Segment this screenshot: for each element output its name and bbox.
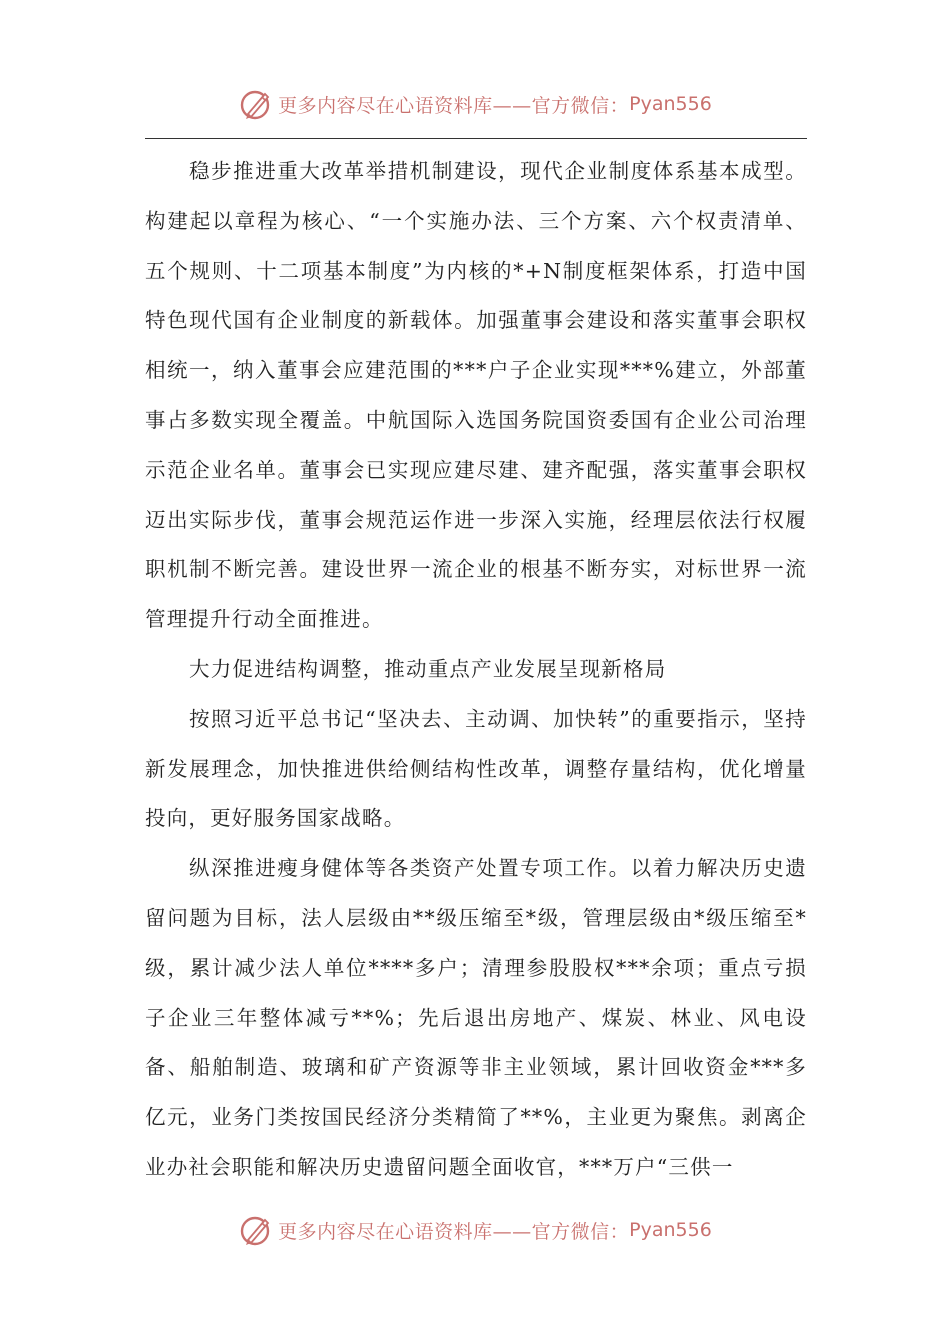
pen-logo-icon xyxy=(238,86,274,122)
paragraph-3: 纵深推进瘦身健体等各类资产处置专项工作。以着力解决历史遗留问题为目标，法人层级由**级压缩至*级，管理层级由*级压缩至*级，累计减少法人单位****多户；清理参股股权***余项；重点亏损子企业三年整体减亏**%；先后退出房地产、煤炭、林业、风电设备、船舶制造、玻璃和矿产资源等非主业领域，累计回收资金***多亿元，业务门类按国民经济分类精简了**%，主业更为聚焦。剥离企业办社会职能和解决历史遗留问题全面收官，***万户“三供一 xyxy=(145,856,807,1179)
paragraph-2: 按照习近平总书记“坚决去、主动调、加快转”的重要指示，坚持新发展理念，加快推进供给侧结构性改革，调整存量结构，优化增量投向，更好服务国家战略。 xyxy=(145,706,807,831)
pen-logo-icon xyxy=(238,1212,274,1248)
header-wechat-id: Pyan556 xyxy=(629,93,712,115)
footer-banner xyxy=(0,1206,950,1254)
header-divider xyxy=(145,138,807,139)
document-body xyxy=(145,147,807,1193)
section-heading: 大力促进结构调整，推动重点产业发展呈现新格局 xyxy=(189,656,667,681)
footer-wechat-id: Pyan556 xyxy=(629,1219,712,1241)
paragraph-1: 稳步推进重大改革举措机制建设，现代企业制度体系基本成型。构建起以章程为核心、“一个实施办法、三个方案、六个权责清单、五个规则、十二项基本制度”为内核的*+N制度框架体系，打造中国特色现代国有企业制度的新载体。加强董事会建设和落实董事会职权相统一，纳入董事会应建范围的***户子企业实现***%建立，外部董事占多数实现全覆盖。中航国际入选国务院国资委国有企业公司治理示范企业名单。董事会已实现应建尽建、建齐配强，落实董事会职权迈出实际步伐，董事会规范运作进一步深入实施，经理层依法行权履职机制不断完善。建设世界一流企业的根基不断夯实，对标世界一流管理提升行动全面推进。 xyxy=(145,159,807,632)
header-text: 更多内容尽在心语资料库——官方微信： xyxy=(278,94,630,117)
footer-text: 更多内容尽在心语资料库——官方微信： xyxy=(278,1220,630,1243)
header-banner xyxy=(0,80,950,128)
